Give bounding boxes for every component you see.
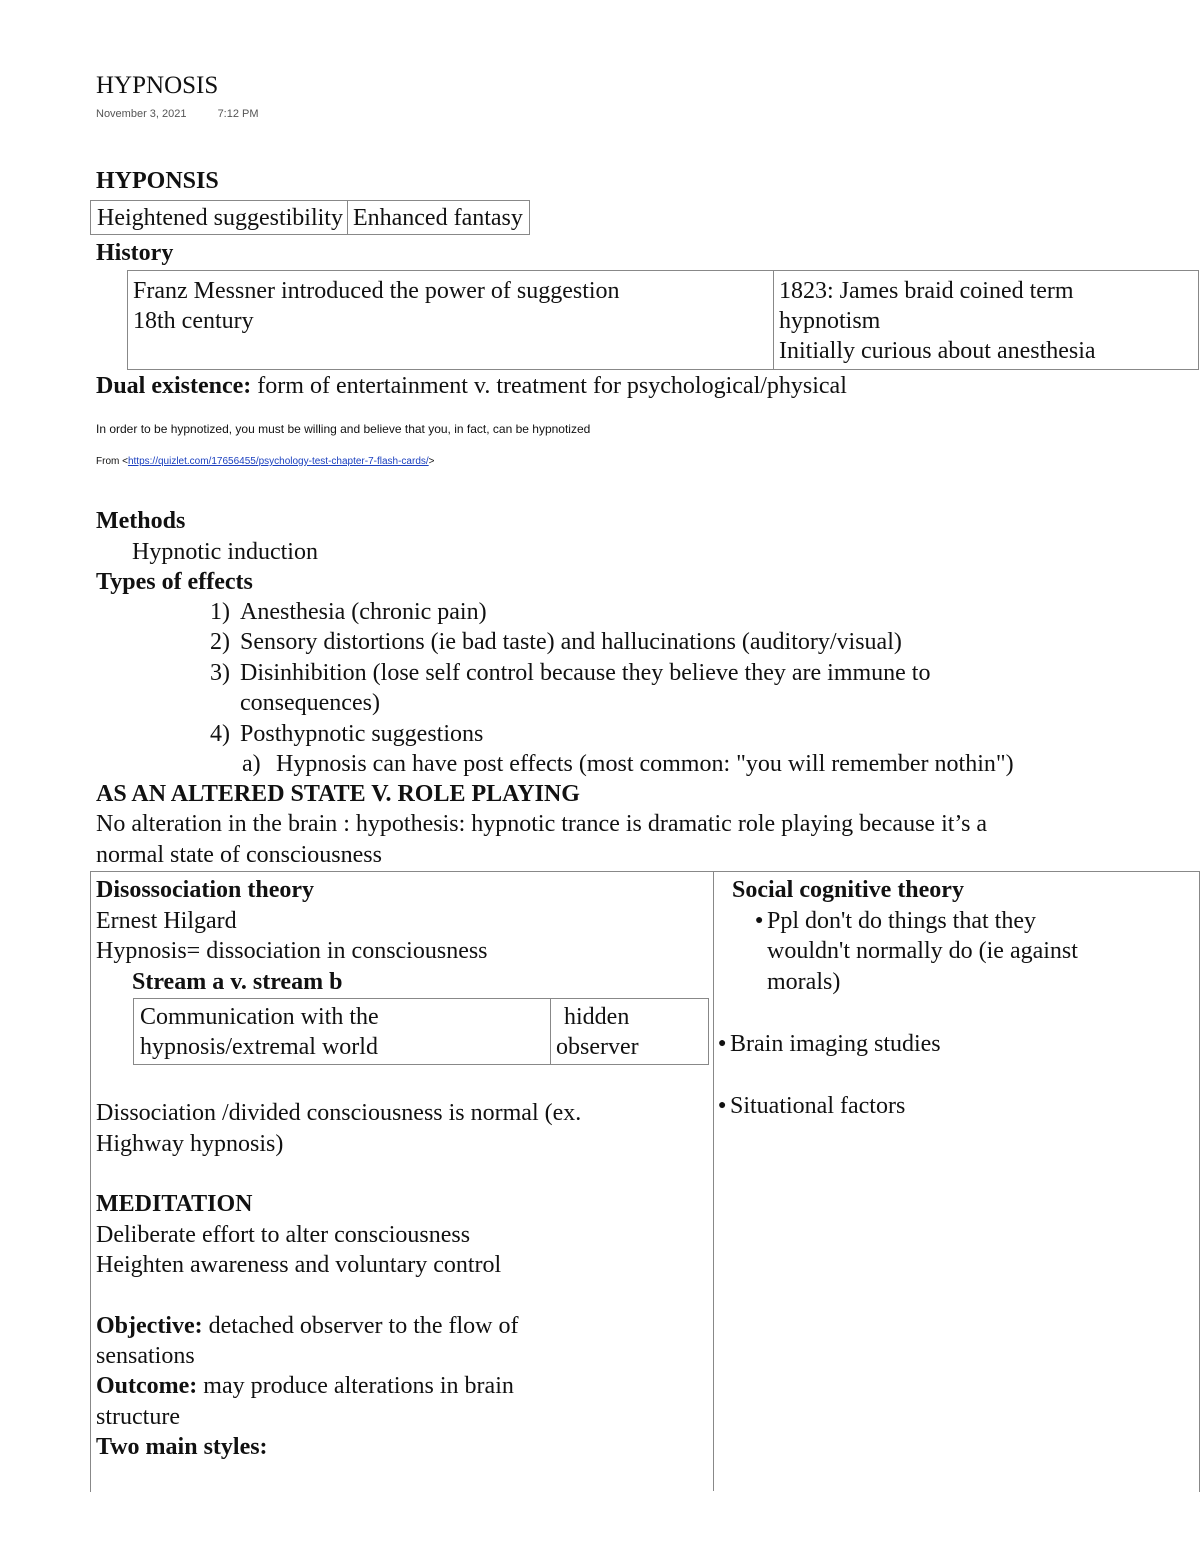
history-left-cell: Franz Messner introduced the power of suggestion 18th century [128, 271, 774, 370]
dissociation-heading: Disossociation theory [96, 877, 314, 903]
hyponsis-cell-2: Enhanced fantasy [347, 201, 529, 235]
objective-line: Objective: detached observer to the flow of [96, 1313, 519, 1339]
clip-note: In order to be hypnotized, you must be willing and believe that you, in fact, can be hypnotized [96, 422, 591, 436]
history-table [127, 270, 1199, 370]
meditation-line-2: Heighten awareness and voluntary control [96, 1252, 502, 1278]
altered-line-1: No alteration in the brain : hypothesis: hypnotic trance is dramatic role playing because it’s a [96, 811, 988, 837]
source-link[interactable]: https://quizlet.com/17656455/psychology-test-chapter-7-flash-cards/ [127, 456, 429, 467]
two-styles-heading: Two main styles: [96, 1434, 268, 1460]
hyponsis-cell-1: Heightened suggestibility [91, 201, 348, 235]
page-timestamp [96, 108, 259, 120]
objective-line-2: sensations [96, 1343, 195, 1369]
bullet-item: ● Ppl don't do things that they [755, 908, 1036, 934]
bullet-icon: ● [755, 913, 764, 928]
note-page: HYPNOSIS November 3, 2021 7:12 PM HYPONSIS Heightened suggestibility Enhanced fantasy History Franz Messner introduced the power of suggestion 18th century 1823: James braid coined term hypnotism Initially curious about anesthesia Dual existence: form of entertainment v. treatment for psychological/physical In order to be hypnotized, you must be willing and believe that you, in fact, can be hypnotized From <https://quizlet.com/17656455/psychology-test-chapter-7-flash-cards/> Methods Hypnotic induction Types of effects 1) Anesthesia (chronic pain) 2) Sensory distortions (ie bad taste) and hallucinations (auditory/visual) 3) Disinhibition (lose self control because they believe they are immune to consequences) 4) Posthypnotic suggestions a) Hypnosis can have post effects (most common: "you will remember nothin") AS AN ALTERED STATE V. ROLE PLAYING No alteration in the brain : hypothesis: hypnotic trance is dramatic role playing because it’s a normal state of consciousness Disossociation theory Ernest Hilgard Hypnosis= dissociation in consciousness Stream a v. stream b Communication with the hypnosis/extremal world hidden observer Dissociation /divided consciousness is normal (ex. Highway hypnosis) MEDITATION Deliberate effort to alter consciousness Heighten awareness and voluntary control Objective: detached observer to the flow of sensations Outcome: may produce alterations in brain structure Two main styles: Social cognitive theory ● Ppl don't do things that they wouldn't normally do (ie against morals) ● Brain imaging studies ● Situational factors [0, 0, 1200, 1553]
stream-b-cell: hidden observer [551, 999, 709, 1065]
methods-heading: Methods [96, 508, 186, 534]
altered-heading: AS AN ALTERED STATE V. ROLE PLAYING [96, 781, 580, 807]
social-cognitive-heading: Social cognitive theory [732, 877, 964, 903]
divided-consciousness-line-2: Highway hypnosis) [96, 1131, 284, 1157]
dissociation-def: Hypnosis= dissociation in consciousness [96, 938, 488, 964]
page-date: November 3, 2021 [96, 108, 187, 120]
stream-table [133, 998, 709, 1065]
bullet-continuation: morals) [767, 969, 841, 995]
outcome-line: Outcome: may produce alterations in brain [96, 1373, 514, 1399]
hyponsis-table [90, 200, 530, 235]
methods-item: Hypnotic induction [132, 539, 318, 565]
outcome-line-2: structure [96, 1404, 180, 1430]
stream-heading: Stream a v. stream b [132, 969, 343, 995]
divided-consciousness-line-1: Dissociation /divided consciousness is normal (ex. [96, 1100, 582, 1126]
bullet-item: ● Situational factors [718, 1093, 906, 1119]
effects-heading: Types of effects [96, 569, 253, 595]
hilgard-line: Ernest Hilgard [96, 908, 237, 934]
stream-a-cell: Communication with the hypnosis/extremal world [134, 999, 551, 1065]
page-time: 7:12 PM [217, 108, 259, 120]
history-right-cell: 1823: James braid coined term hypnotism Initially curious about anesthesia [774, 271, 1199, 370]
bullet-item: ● Brain imaging studies [718, 1031, 941, 1057]
meditation-line-1: Deliberate effort to alter consciousness [96, 1222, 471, 1248]
clip-source: From <https://quizlet.com/17656455/psychology-test-chapter-7-flash-cards/> [96, 456, 435, 467]
meditation-heading: MEDITATION [96, 1191, 253, 1217]
theories-divider [713, 871, 714, 1491]
history-heading: History [96, 240, 174, 266]
altered-line-2: normal state of consciousness [96, 842, 382, 868]
page-title: HYPNOSIS [96, 72, 219, 99]
bullet-icon: ● [718, 1098, 727, 1113]
bullet-icon: ● [718, 1036, 727, 1051]
bullet-continuation: wouldn't normally do (ie against [767, 938, 1078, 964]
hyponsis-heading: HYPONSIS [96, 168, 219, 194]
dual-existence-line: Dual existence: form of entertainment v. treatment for psychological/physical [96, 373, 847, 399]
